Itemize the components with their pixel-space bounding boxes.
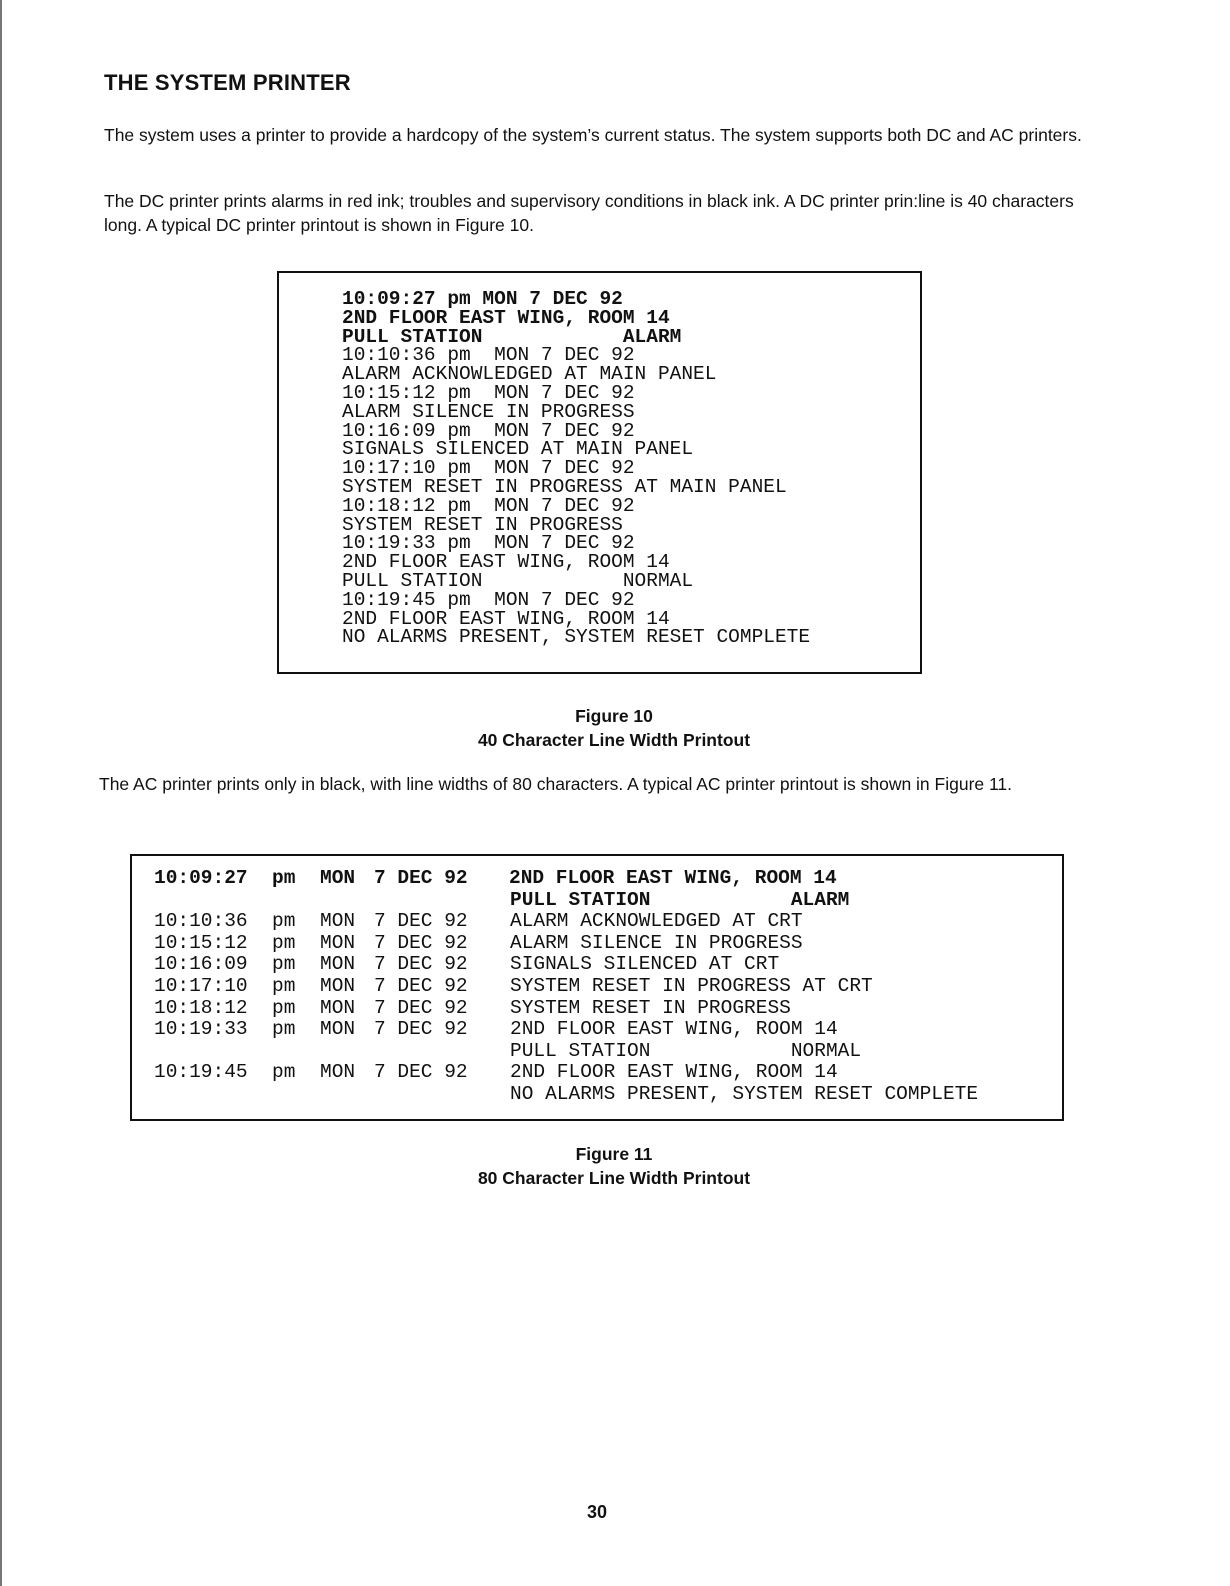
figure-11-title: Figure 11 (575, 1144, 653, 1164)
dc-printout-line: 10:19:45 pm MON 7 DEC 92 (342, 588, 635, 611)
figure-10-printout-box (277, 271, 922, 674)
ac-time-cell: 10:09:27 (154, 867, 248, 889)
intro-paragraph: The system uses a printer to provide a hardcopy of the system’s current status. The system supports both DC and AC printers. (104, 125, 1082, 145)
dc-printout-line: SYSTEM RESET IN PROGRESS (342, 513, 623, 536)
ac-ampm-cell: pm (272, 974, 296, 997)
ac-date-cell: 7 DEC 92 (374, 953, 468, 976)
ac-day-cell: MON (320, 931, 356, 954)
dc-printout-line: 10:09:27 pm MON 7 DEC 92 (342, 288, 623, 310)
ac-day-cell: MON (320, 1061, 356, 1084)
page-number: 30 (586, 1502, 608, 1522)
dc-printout-line: 10:15:12 pm MON 7 DEC 92 (342, 381, 635, 404)
ac-time-cell: 10:18:12 (154, 996, 248, 1019)
dc-printout-line: 2ND FLOOR EAST WING, ROOM 14 (342, 607, 670, 630)
ac-time-cell: 10:10:36 (154, 910, 248, 933)
ac-day-cell: MON (320, 974, 356, 997)
page-edge-rule (0, 0, 2, 1586)
dc-printout-line: 2ND FLOOR EAST WING, ROOM 14 (342, 306, 670, 329)
dc-printout-line: PULL STATION ALARM (342, 325, 682, 348)
ac-day-cell: MON (320, 867, 356, 889)
ac-time-cell: 10:19:45 (154, 1061, 248, 1084)
ac-day-cell: MON (320, 953, 356, 976)
ac-message-cell: SYSTEM RESET IN PROGRESS AT CRT (510, 974, 873, 997)
ac-message-cell: NO ALARMS PRESENT, SYSTEM RESET COMPLETE (510, 1082, 979, 1105)
ac-message-cell: 2ND FLOOR EAST WING, ROOM 14 (510, 1018, 838, 1041)
ac-ampm-cell: pm (272, 953, 296, 976)
dc-printout-line: PULL STATION NORMAL (342, 569, 694, 592)
ac-ampm-cell: pm (272, 910, 296, 933)
ac-message-cell: ALARM SILENCE IN PROGRESS (510, 931, 803, 954)
ac-ampm-cell: pm (272, 1018, 296, 1041)
ac-date-cell: 7 DEC 92 (374, 974, 468, 997)
dc-printout-line: ALARM SILENCE IN PROGRESS (342, 400, 635, 423)
dc-printout-line: ALARM ACKNOWLEDGED AT MAIN PANEL (342, 363, 717, 386)
ac-message-cell: ALARM ACKNOWLEDGED AT CRT (510, 910, 803, 933)
dc-printer-paragraph: The DC printer prints alarms in red ink; troubles and supervisory conditions in black ink. A DC printer prin:line is 40 characters long. A typical DC printer printout is shown in Figure 10. (104, 191, 1074, 235)
ac-date-cell: 7 DEC 92 (374, 867, 468, 889)
dc-printout-line: SYSTEM RESET IN PROGRESS AT MAIN PANEL (342, 475, 787, 498)
dc-printout-line: 2ND FLOOR EAST WING, ROOM 14 (342, 551, 670, 574)
dc-printout-line: 10:10:36 pm MON 7 DEC 92 (342, 344, 635, 367)
ac-time-cell: 10:17:10 (154, 974, 248, 997)
dc-printout-line: 10:18:12 pm MON 7 DEC 92 (342, 494, 635, 517)
dc-printout-line: 10:16:09 pm MON 7 DEC 92 (342, 419, 635, 442)
ac-time-cell: 10:15:12 (154, 931, 248, 954)
dc-printout-line: SIGNALS SILENCED AT MAIN PANEL (342, 438, 694, 461)
ac-ampm-cell: pm (272, 1061, 296, 1084)
figure-11-printout-box (130, 854, 1064, 1121)
ac-date-cell: 7 DEC 92 (374, 910, 468, 933)
ac-message-cell: SYSTEM RESET IN PROGRESS (510, 996, 791, 1019)
ac-day-cell: MON (320, 910, 356, 933)
ac-date-cell: 7 DEC 92 (374, 1061, 468, 1084)
figure-11-caption (0, 1142, 1229, 1190)
figure-10-caption (0, 704, 1229, 752)
ac-date-cell: 7 DEC 92 (374, 1018, 468, 1041)
dc-printout-lines (342, 290, 810, 647)
figure-11-subtitle: 80 Character Line Width Printout (477, 1168, 751, 1188)
ac-time-cell: 10:16:09 (154, 953, 248, 976)
dc-printout-line: NO ALARMS PRESENT, SYSTEM RESET COMPLETE (342, 626, 811, 649)
figure-10-subtitle: 40 Character Line Width Printout (477, 730, 751, 750)
ac-ampm-cell: pm (272, 996, 296, 1019)
ac-message-cell: SIGNALS SILENCED AT CRT (510, 953, 780, 976)
ac-ampm-cell: pm (272, 867, 296, 889)
ac-message-cell: 2ND FLOOR EAST WING, ROOM 14 (510, 1061, 838, 1084)
ac-time-cell: 10:19:33 (154, 1018, 248, 1041)
ac-ampm-cell: pm (272, 931, 296, 954)
ac-day-cell: MON (320, 1018, 356, 1041)
ac-printer-paragraph: The AC printer prints only in black, with line widths of 80 characters. A typical AC printer printout is shown in Figure 11. (99, 774, 1013, 794)
ac-day-cell: MON (320, 996, 356, 1019)
ac-message-cell: PULL STATION ALARM (510, 888, 850, 911)
ac-message-cell: 2ND FLOOR EAST WING, ROOM 14 (509, 867, 837, 889)
section-heading: THE SYSTEM PRINTER (104, 70, 351, 95)
dc-printout-line: 10:19:33 pm MON 7 DEC 92 (342, 532, 635, 555)
ac-date-cell: 7 DEC 92 (374, 931, 468, 954)
dc-printout-line: 10:17:10 pm MON 7 DEC 92 (342, 457, 635, 480)
figure-10-title: Figure 10 (575, 706, 653, 726)
ac-message-cell: PULL STATION NORMAL (510, 1039, 862, 1062)
ac-date-cell: 7 DEC 92 (374, 996, 468, 1019)
